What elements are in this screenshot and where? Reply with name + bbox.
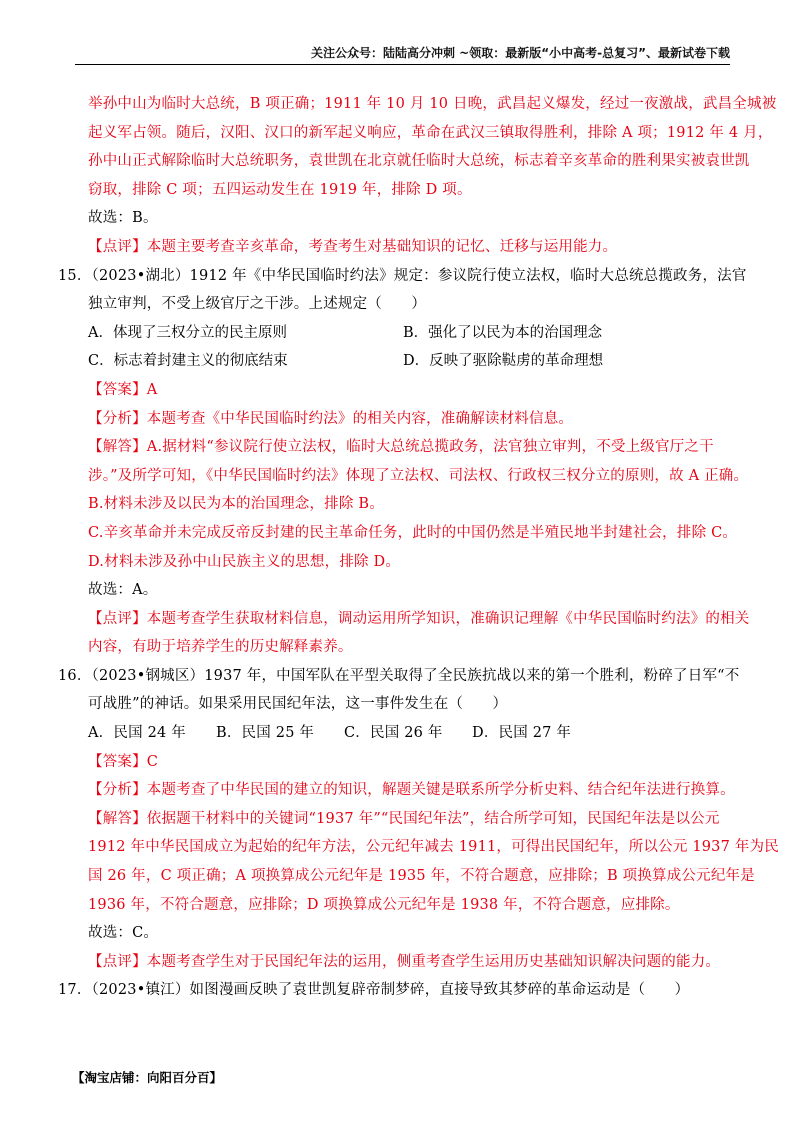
q16-option-c: C．民国 26 年 (344, 725, 443, 742)
q17-stem: 17．（2023•镇江）如图漫画反映了袁世凯复辟帝制梦碎，直接导致其梦碎的革命运动是（ ） (58, 982, 690, 999)
q16-comment: 【点评】本题考查学生对于民国纪年法的运用，侧重考查学生运用历史基础知识解决问题的能力。 (88, 953, 721, 970)
q16-stem: 可战胜”的神话。如果采用民国纪年法，这一事件发生在（ ） (88, 696, 508, 713)
q16-choice: 故选：C。 (88, 925, 159, 942)
q15-answer: 【答案】A (88, 381, 158, 398)
prev-solution-line: 起义军占领。随后，汉阳、汉口的新军起义响应，革命在武汉三镇取得胜利，排除 A 项；1912 年 4 月， (88, 124, 773, 141)
q15-stem: 独立审判，不受上级官厅之干涉。上述规定（ ） (88, 296, 427, 313)
q16-solution-line: 国 26 年，C 项正确；A 项换算成公元纪年是 1935 年，不符合题意，应排除；B 项换算成公元纪年是 (88, 868, 755, 885)
q15-stem: 15．（2023•湖北）1912 年《中华民国临时约法》规定：参议院行使立法权，临时大总统总揽政务，法官 (58, 267, 747, 284)
q16-option-b: B．民国 25 年 (216, 725, 315, 742)
page-header: 关注公众号：陆陆高分冲刺 ~领取：最新版“小中高考-总复习”、最新试卷下载 (311, 46, 730, 60)
q16-solution-line: 1912 年中华民国成立为起始的纪年方法，公元纪年减去 1911，可得出民国纪年，所以公元 1937 年为民 (88, 839, 779, 856)
q15-option-b: B．强化了以民为本的治国理念 (403, 324, 603, 341)
prev-comment: 【点评】本题主要考查辛亥革命，考查考生对基础知识的记忆、迁移与运用能力。 (88, 238, 618, 255)
prev-solution-line: 孙中山正式解除临时大总统职务，袁世凯在北京就任临时大总统，标志着辛亥革命的胜利果实被袁世凯 (88, 153, 750, 170)
q15-analysis: 【分析】本题考查《中华民国临时约法》的相关内容，准确解读材料信息。 (88, 410, 574, 427)
q16-solution-line: 【解答】依据题干材料中的关键词“1937 年”“民国纪年法”，结合所学可知，民国纪年法是以公元 (88, 810, 720, 827)
q15-options-row (88, 319, 734, 348)
q16-solution-line: 1936 年，不符合题意，应排除；D 项换算成公元纪年是 1938 年，不符合题意，应排除。 (88, 896, 680, 913)
q15-option-d: D．反映了驱除鞑虏的革命理想 (403, 353, 604, 370)
q15-solution-line: 【解答】A.据材料“参议院行使立法权，临时大总统总揽政务，法官独立审判，不受上级官厅之干 (88, 439, 714, 456)
q16-option-d: D．民国 27 年 (472, 725, 572, 742)
page-footer: 【淘宝店铺：向阳百分百】 (72, 1070, 223, 1085)
q15-comment: 【点评】本题考查学生获取材料信息，调动运用所学知识，准确识记理解《中华民国临时约法》的相关 (88, 610, 750, 627)
q15-solution-line: C.辛亥革命并未完成反帝反封建的民主革命任务，此时的中国仍然是半殖民地半封建社会，排除 C。 (88, 524, 738, 541)
q15-solution-line: B.材料未涉及以民为本的治国理念，排除 B。 (88, 496, 384, 513)
prev-solution-line: 窃取，排除 C 项；五四运动发生在 1919 年，排除 D 项。 (88, 181, 472, 198)
page-content (58, 90, 779, 1005)
q15-solution-line: D.材料未涉及孙中山民族主义的思想，排除 D。 (88, 553, 401, 570)
q15-comment: 内容，有助于培养学生的历史解释素养。 (88, 639, 353, 656)
header-divider (75, 64, 730, 65)
q15-option-a: A．体现了三权分立的民主原则 (88, 324, 287, 341)
q16-option-a: A．民国 24 年 (88, 725, 186, 742)
prev-solution-line: 举孙中山为临时大总统，B 项正确；1911 年 10 月 10 日晚，武昌起义爆发，经过一夜激战，武昌全城被 (88, 96, 777, 112)
q15-option-c: C．标志着封建主义的彻底结束 (88, 353, 288, 370)
q15-choice: 故选：A。 (88, 582, 158, 599)
q15-options-row (88, 347, 734, 376)
q16-options-row (88, 719, 734, 748)
prev-choice: 故选：B。 (88, 210, 158, 227)
q16-answer: 【答案】C (88, 753, 159, 770)
q16-stem: 16．（2023•钢城区）1937 年，中国军队在平型关取得了全民族抗战以来的第一个胜利，粉碎了日军“不 (58, 667, 740, 684)
q15-solution-line: 涉。”及所学可知，《中华民国临时约法》体现了立法权、司法权、行政权三权分立的原则，故 A 正确。 (88, 467, 749, 484)
q16-analysis: 【分析】本题考查了中华民国的建立的知识，解题关键是联系所学分析史料、结合纪年法进行换算。 (88, 782, 735, 799)
